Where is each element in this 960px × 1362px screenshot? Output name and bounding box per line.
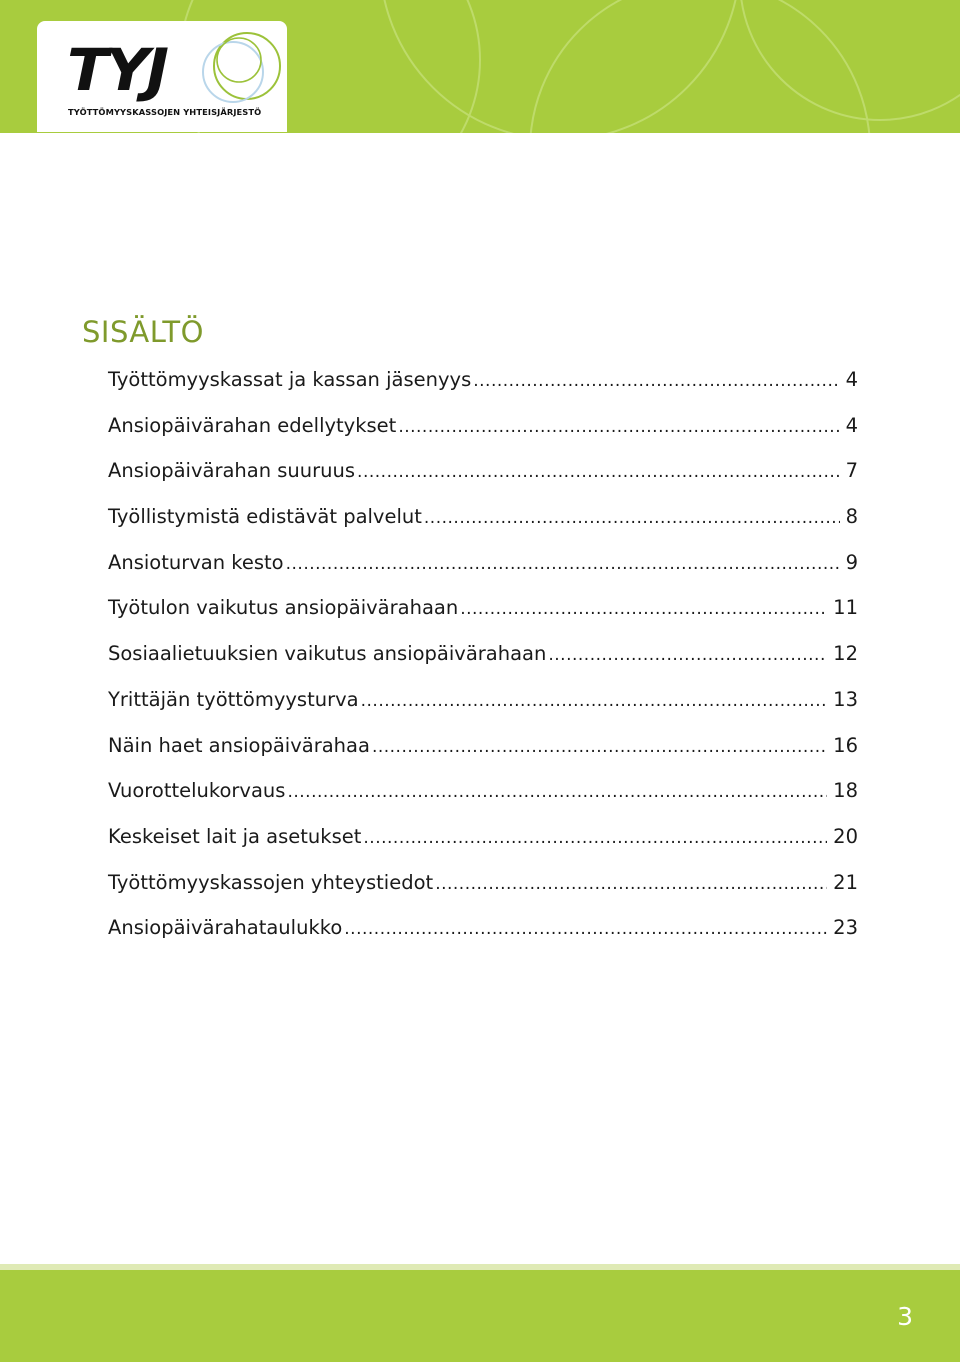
toc-entry[interactable] xyxy=(108,871,858,917)
toc-leader-dots xyxy=(357,462,840,482)
toc-entry-label: Sosiaalietuuksien vaikutus ansiopäivärahaan xyxy=(108,642,547,666)
toc-entry-page: 16 xyxy=(833,733,858,757)
toc-title: SISÄLTÖ xyxy=(82,315,204,349)
toc-leader-dots xyxy=(473,371,839,391)
toc-entry-label: Ansiopäivärahan edellytykset xyxy=(108,413,397,437)
toc-entry-label: Vuorottelukorvaus xyxy=(108,779,286,803)
footer-band xyxy=(0,1270,960,1362)
toc-leader-dots xyxy=(363,828,827,848)
toc-leader-dots xyxy=(286,554,840,574)
toc-entry[interactable] xyxy=(108,596,858,642)
toc-entry-page: 23 xyxy=(833,916,858,940)
toc-entry-label: Työllistymistä edistävät palvelut xyxy=(108,505,422,529)
logo-subtitle: TYÖTTÖMYYSKASSOJEN YHTEISJÄRJESTÖ xyxy=(68,107,262,117)
page-number: 3 xyxy=(897,1302,913,1331)
logo[interactable] xyxy=(37,21,287,132)
toc-entry-label: Ansioturvan kesto xyxy=(108,550,284,574)
toc-entry-label: Ansiopäivärahataulukko xyxy=(108,916,343,940)
toc-entry[interactable] xyxy=(108,779,858,825)
toc-entry-page: 21 xyxy=(833,870,858,894)
toc-entry[interactable] xyxy=(108,688,858,734)
logo-mark: TYJ xyxy=(67,36,166,104)
toc-entry-label: Näin haet ansiopäivärahaa xyxy=(108,733,370,757)
toc-leader-dots xyxy=(424,508,840,528)
header-band xyxy=(0,0,960,133)
toc-leader-dots xyxy=(435,874,827,894)
toc-entry-label: Työtulon vaikutus ansiopäivärahaan xyxy=(108,596,459,620)
toc-entry[interactable] xyxy=(108,642,858,688)
toc-leader-dots xyxy=(361,691,828,711)
toc-entry-page: 4 xyxy=(845,368,858,391)
toc-leader-dots xyxy=(460,599,827,619)
toc-entry-label: Työttömyyskassat ja kassan jäsenyys xyxy=(108,368,472,391)
toc-entry-label: Keskeiset lait ja asetukset xyxy=(108,824,362,848)
toc-leader-dots xyxy=(372,737,827,757)
toc-entry[interactable] xyxy=(108,505,858,551)
toc-entry-page: 20 xyxy=(833,824,858,848)
toc-entry-page: 9 xyxy=(845,550,858,574)
toc-entry-page: 8 xyxy=(845,505,858,529)
toc-entry[interactable] xyxy=(108,734,858,780)
toc-entry-label: Ansiopäivärahan suuruus xyxy=(108,459,356,483)
logo-circles-icon xyxy=(195,30,285,110)
toc-leader-dots xyxy=(344,919,827,939)
toc-entry[interactable] xyxy=(108,551,858,597)
toc-leader-dots xyxy=(287,782,827,802)
toc-entry[interactable] xyxy=(108,916,858,962)
toc-entry-page: 13 xyxy=(833,687,858,711)
toc-entry-label: Työttömyyskassojen yhteystiedot xyxy=(108,870,434,894)
toc-entry-page: 11 xyxy=(833,596,858,620)
toc-entry[interactable] xyxy=(108,368,858,414)
toc-leader-dots xyxy=(548,645,827,665)
toc-entry-page: 7 xyxy=(845,459,858,483)
toc-entry-label: Yrittäjän työttömyysturva xyxy=(108,687,359,711)
toc-entry[interactable] xyxy=(108,414,858,460)
toc-entry-page: 18 xyxy=(833,779,858,803)
toc-entry-page: 12 xyxy=(833,642,858,666)
toc-entry-page: 4 xyxy=(845,413,858,437)
table-of-contents xyxy=(108,368,858,962)
toc-entry[interactable] xyxy=(108,825,858,871)
toc-leader-dots xyxy=(398,417,839,437)
toc-entry[interactable] xyxy=(108,459,858,505)
